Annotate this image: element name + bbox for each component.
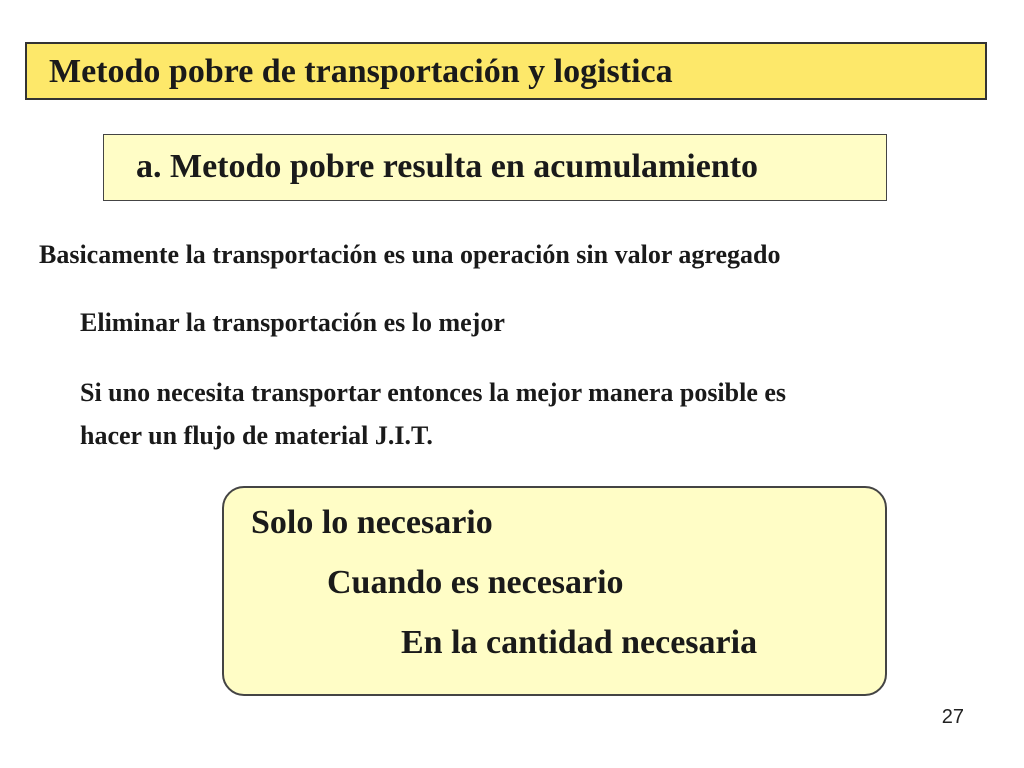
jit-item-when-necessary: Cuando es necesario xyxy=(327,564,624,601)
body-line-jit-flow: hacer un flujo de material J.I.T. xyxy=(80,421,433,450)
jit-item-quantity-necessary: En la cantidad necesaria xyxy=(401,624,758,661)
jit-item-only-necessary: Solo lo necesario xyxy=(251,504,493,541)
body-line-eliminate: Eliminar la transportación es lo mejor xyxy=(80,308,505,337)
body-line-value-added: Basicamente la transportación es una operación sin valor agregado xyxy=(39,240,781,269)
slide-title: Metodo pobre de transportación y logistica xyxy=(49,53,673,90)
body-line-transport-if-needed: Si uno necesita transportar entonces la mejor manera posible es xyxy=(80,378,787,407)
subtitle-box xyxy=(103,134,887,201)
title-box xyxy=(25,42,987,100)
slide-subtitle: a. Metodo pobre resulta en acumulamiento xyxy=(136,148,759,185)
page-number: 27 xyxy=(941,706,964,728)
jit-principles-box xyxy=(222,486,887,696)
